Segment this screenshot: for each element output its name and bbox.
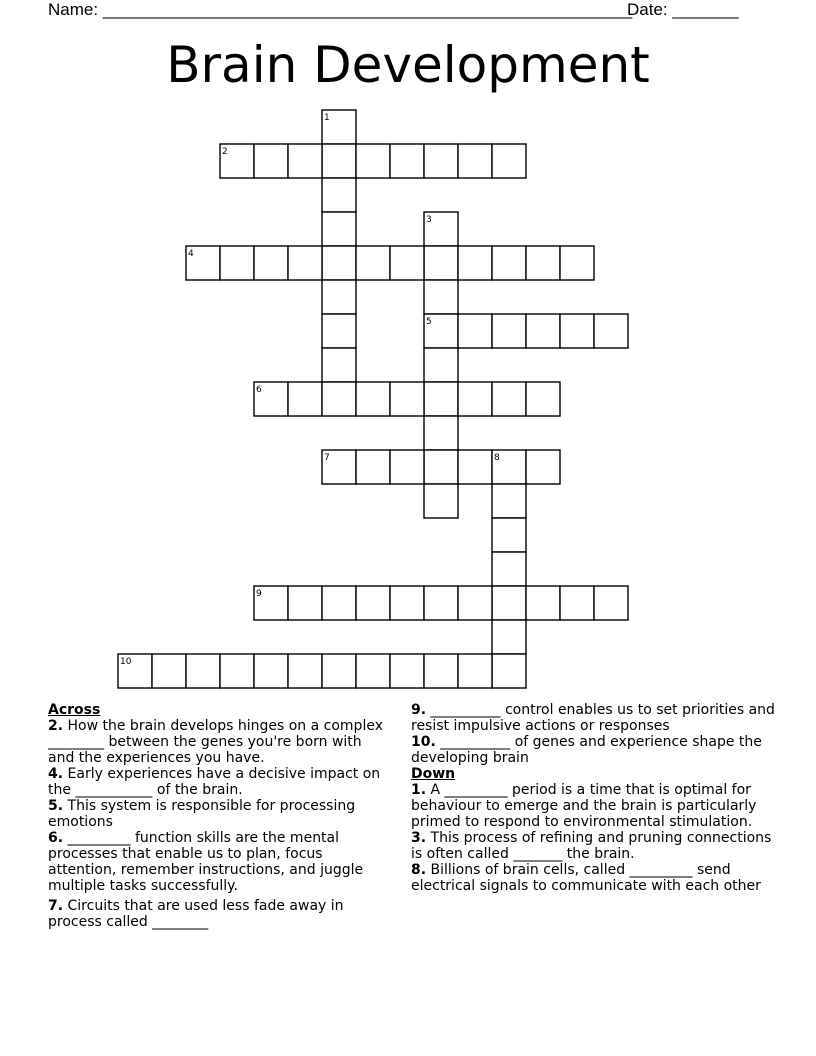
grid-cell[interactable] — [288, 586, 322, 620]
grid-cell[interactable] — [288, 246, 322, 280]
clue-text: Circuits that are used less fade away in process called ________ — [48, 898, 344, 930]
grid-cell[interactable] — [492, 314, 526, 348]
clue-text: Early experiences have a decisive impact on the ___________ of the brain. — [48, 766, 381, 798]
grid-cell[interactable] — [424, 450, 458, 484]
grid-cell[interactable] — [288, 144, 322, 178]
grid-cell[interactable] — [254, 144, 288, 178]
grid-cell[interactable] — [322, 654, 356, 688]
clue-number-label: 3 — [426, 215, 432, 225]
clue-number-label: 9 — [256, 589, 262, 599]
clue-number: 2. — [48, 718, 64, 734]
grid-cell[interactable] — [424, 382, 458, 416]
grid-cell[interactable] — [492, 246, 526, 280]
grid-cell[interactable] — [458, 382, 492, 416]
clues-right-column — [411, 702, 776, 894]
clue-down-3 — [411, 830, 776, 862]
down-heading: Down — [411, 766, 456, 782]
clue-number: 7. — [48, 898, 64, 914]
clue-down-1 — [411, 782, 776, 830]
clue-across-4 — [48, 766, 388, 798]
grid-cell[interactable] — [424, 416, 458, 450]
grid-cell[interactable] — [492, 484, 526, 518]
clue-across-7 — [48, 898, 388, 930]
grid-cell[interactable] — [322, 246, 356, 280]
grid-cell[interactable] — [254, 654, 288, 688]
grid-cell[interactable] — [288, 382, 322, 416]
clue-text: How the brain develops hinges on a complex ________ between the genes you're born with and the experiences you have. — [48, 718, 383, 766]
grid-cell[interactable] — [594, 586, 628, 620]
grid-cell[interactable] — [492, 654, 526, 688]
clue-across-2 — [48, 718, 388, 766]
name-field-label: Name: ________________________________________________________ — [48, 0, 633, 19]
grid-cell[interactable] — [152, 654, 186, 688]
grid-cell[interactable] — [560, 586, 594, 620]
grid-cell[interactable] — [390, 450, 424, 484]
clue-text: __________ control enables us to set priorities and resist impulsive actions or responses — [411, 702, 775, 734]
clue-number-label: 6 — [256, 385, 262, 395]
grid-cell[interactable] — [424, 246, 458, 280]
clue-text: This system is responsible for processing emotions — [48, 798, 356, 830]
grid-cell[interactable] — [424, 654, 458, 688]
clues-left-column — [48, 702, 388, 930]
clue-text: _________ function skills are the mental processes that enable us to plan, focus attention, remember instructions, and juggle multiple tasks successfully. — [48, 830, 364, 894]
grid-cell[interactable] — [526, 382, 560, 416]
clue-number: 1. — [411, 782, 427, 798]
grid-cell[interactable] — [220, 654, 254, 688]
grid-cell[interactable] — [322, 586, 356, 620]
clue-number: 5. — [48, 798, 64, 814]
grid-cell[interactable] — [322, 178, 356, 212]
clue-across-6 — [48, 830, 388, 894]
grid-cell[interactable] — [322, 314, 356, 348]
grid-cell[interactable] — [356, 586, 390, 620]
clue-number-label: 4 — [188, 249, 194, 259]
grid-cell[interactable] — [458, 654, 492, 688]
grid-cell[interactable] — [560, 314, 594, 348]
grid-cell[interactable] — [390, 654, 424, 688]
grid-cell[interactable] — [390, 382, 424, 416]
grid-cell[interactable] — [424, 348, 458, 382]
clue-across-10 — [411, 734, 776, 766]
grid-cell[interactable] — [492, 620, 526, 654]
clue-number-label: 10 — [120, 657, 132, 667]
grid-cell[interactable] — [356, 382, 390, 416]
grid-cell[interactable] — [526, 450, 560, 484]
grid-cell[interactable] — [390, 144, 424, 178]
grid-cell[interactable] — [458, 450, 492, 484]
grid-cell[interactable] — [322, 382, 356, 416]
grid-cell[interactable] — [424, 484, 458, 518]
grid-cell[interactable] — [424, 280, 458, 314]
grid-cell[interactable] — [492, 518, 526, 552]
clue-number: 10. — [411, 734, 436, 750]
clue-number-label: 1 — [324, 113, 330, 123]
clue-text: __________ of genes and experience shape the developing brain — [411, 734, 762, 766]
grid-cell[interactable] — [254, 246, 288, 280]
grid-cell[interactable] — [458, 144, 492, 178]
grid-cell[interactable] — [356, 450, 390, 484]
grid-cell[interactable] — [594, 314, 628, 348]
clue-across-5 — [48, 798, 388, 830]
clue-number: 3. — [411, 830, 427, 846]
clue-text: Billions of brain cells, called _________ send electrical signals to communicate with each other — [411, 862, 761, 894]
grid-cell[interactable] — [322, 348, 356, 382]
grid-cell[interactable] — [322, 212, 356, 246]
grid-cell[interactable] — [458, 246, 492, 280]
clue-down-8 — [411, 862, 776, 894]
grid-cell[interactable] — [424, 586, 458, 620]
grid-cell[interactable] — [526, 246, 560, 280]
grid-cell[interactable] — [424, 144, 458, 178]
grid-cell[interactable] — [492, 552, 526, 586]
grid-cell[interactable] — [288, 654, 322, 688]
grid-cell[interactable] — [458, 314, 492, 348]
across-heading: Across — [48, 702, 101, 718]
clue-number: 6. — [48, 830, 64, 846]
grid-cell[interactable] — [390, 586, 424, 620]
grid-cell[interactable] — [526, 314, 560, 348]
grid-cell[interactable] — [492, 382, 526, 416]
grid-cell[interactable] — [356, 144, 390, 178]
clue-number: 8. — [411, 862, 427, 878]
clue-number-label: 5 — [426, 317, 432, 327]
grid-cell[interactable] — [322, 144, 356, 178]
clue-number: 9. — [411, 702, 427, 718]
clue-number-label: 7 — [324, 453, 330, 463]
grid-cell[interactable] — [356, 246, 390, 280]
grid-cell[interactable] — [458, 586, 492, 620]
grid-cell[interactable] — [356, 654, 390, 688]
clue-number: 4. — [48, 766, 64, 782]
grid-cell[interactable] — [390, 246, 424, 280]
clue-number-label: 2 — [222, 147, 228, 157]
grid-cell[interactable] — [492, 586, 526, 620]
clue-text: This process of refining and pruning connections is often called _______ the brain. — [411, 830, 772, 862]
grid-cell[interactable] — [492, 144, 526, 178]
page-title: Brain Development — [166, 36, 650, 94]
date-field-label: Date: _______ — [627, 0, 739, 19]
grid-cell[interactable] — [322, 280, 356, 314]
clue-across-9 — [411, 702, 776, 734]
clue-text: A _________ period is a time that is optimal for behaviour to emerge and the brain is particularly primed to respond to environmental stimulation. — [411, 782, 757, 830]
clue-number-label: 8 — [494, 453, 500, 463]
grid-cell[interactable] — [186, 654, 220, 688]
grid-cell[interactable] — [220, 246, 254, 280]
grid-cell[interactable] — [526, 586, 560, 620]
grid-cell[interactable] — [560, 246, 594, 280]
